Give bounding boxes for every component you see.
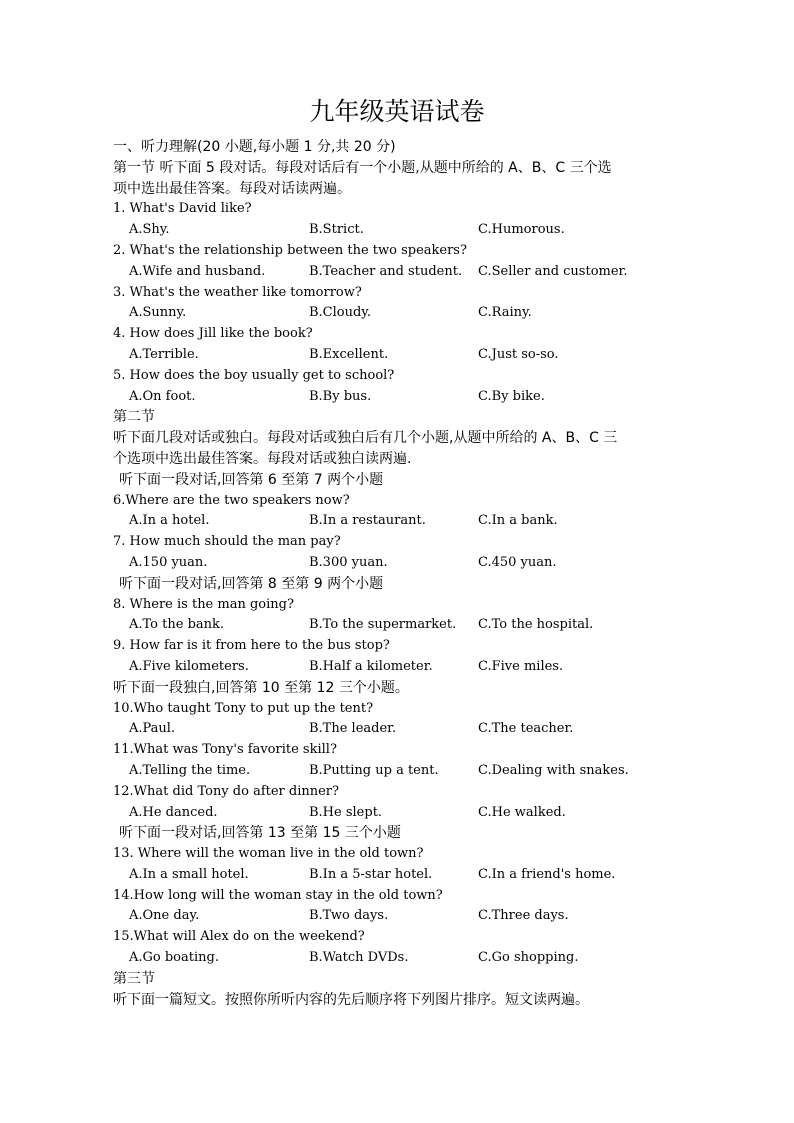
subsection-instruction: 听下面一段对话,回答第 13 至第 15 三个小题 — [119, 825, 401, 842]
option-b: B.To the supermarket. — [309, 617, 457, 633]
question-7: 7. How much should the man pay? — [113, 534, 341, 550]
option-a: A.To the bank. — [129, 617, 225, 633]
question-3: 3. What's the weather like tomorrow? — [113, 284, 362, 300]
option-c: C.Five miles. — [478, 658, 564, 674]
option-a: A.Five kilometers. — [129, 658, 249, 674]
question-11: 11.What was Tony's favorite skill? — [113, 742, 337, 758]
options-11 — [113, 761, 693, 782]
option-a: A.In a small hotel. — [129, 866, 249, 882]
option-a: A.Paul. — [129, 721, 176, 737]
option-b: B.Watch DVDs. — [309, 950, 409, 966]
option-a: A.He danced. — [129, 804, 218, 820]
option-a: A.Shy. — [129, 222, 170, 238]
option-c: C.In a bank. — [478, 513, 558, 529]
option-a: A.One day. — [129, 908, 200, 924]
option-c: C.Humorous. — [478, 222, 565, 238]
option-c: C.The teacher. — [478, 721, 574, 737]
page-title: 九年级英语试卷 — [309, 97, 485, 126]
subsection-instruction: 听下面一段对话,回答第 8 至第 9 两个小题 — [119, 575, 384, 592]
option-b: B.He slept. — [309, 804, 383, 820]
subsection-instruction: 听下面一段独白,回答第 10 至第 12 三个小题。 — [113, 679, 409, 696]
question-2: 2. What's the relationship between the two speakers? — [113, 242, 467, 258]
options-3 — [113, 303, 693, 324]
exam-content — [113, 137, 693, 1010]
option-c: C.He walked. — [478, 804, 566, 820]
options-6 — [113, 511, 693, 532]
options-4 — [113, 345, 693, 366]
question-14: 14.How long will the woman stay in the old town? — [113, 887, 443, 903]
part2-instruction: 听下面几段对话或独白。每段对话或独白后有几个小题,从题中所给的 A、B、C 三 — [113, 430, 618, 447]
question-4: 4. How does Jill like the book? — [113, 326, 313, 342]
option-b: B.Cloudy. — [309, 305, 372, 321]
option-c: C.Just so-so. — [478, 346, 559, 362]
option-b: B.In a restaurant. — [309, 513, 426, 529]
option-b: B.By bus. — [309, 388, 372, 404]
subsection-instruction: 听下面一段对话,回答第 6 至第 7 两个小题 — [119, 471, 384, 488]
question-8: 8. Where is the man going? — [113, 596, 294, 612]
part2-instruction-cont: 个选项中选出最佳答案。每段对话或独白读两遍. — [113, 450, 412, 467]
question-13: 13. Where will the woman live in the old town? — [113, 846, 424, 862]
option-b: B.Two days. — [309, 908, 389, 924]
option-a: A.In a hotel. — [129, 513, 210, 529]
option-c: C.To the hospital. — [478, 617, 594, 633]
option-c: C.In a friend's home. — [478, 866, 616, 882]
option-a: A.Sunny. — [129, 305, 187, 321]
section-heading: 一、听力理解(20 小题,每小题 1 分,共 20 分) — [113, 139, 396, 155]
question-15: 15.What will Alex do on the weekend? — [113, 929, 365, 945]
option-b: B.Half a kilometer. — [309, 658, 433, 674]
option-b: B.Teacher and student. — [309, 263, 463, 279]
option-a: A.150 yuan. — [129, 554, 208, 570]
part1-instruction-cont: 项中选出最佳答案。每段对话读两遍。 — [113, 180, 351, 197]
option-c: C.Seller and customer. — [478, 263, 628, 279]
option-a: A.Terrible. — [129, 346, 199, 362]
options-2 — [113, 262, 693, 283]
options-12 — [113, 803, 693, 824]
option-a: A.Telling the time. — [129, 762, 251, 778]
option-b: B.Strict. — [309, 222, 364, 238]
part1-instruction: 第一节 听下面 5 段对话。每段对话后有一个小题,从题中所给的 A、B、C 三个选 — [113, 159, 612, 176]
option-b: B.300 yuan. — [309, 554, 388, 570]
part3-heading: 第三节 — [113, 970, 155, 987]
option-c: C.Go shopping. — [478, 950, 579, 966]
option-c: C.Dealing with snakes. — [478, 762, 629, 778]
options-13 — [113, 865, 693, 886]
option-a: A.Wife and husband. — [129, 263, 266, 279]
option-c: C.Three days. — [478, 908, 569, 924]
question-9: 9. How far is it from here to the bus stop? — [113, 638, 390, 654]
option-a: A.On foot. — [129, 388, 196, 404]
option-b: B.Excellent. — [309, 346, 389, 362]
options-9 — [113, 657, 693, 678]
options-7 — [113, 553, 693, 574]
options-8 — [113, 615, 693, 636]
option-c: C.Rainy. — [478, 305, 532, 321]
question-12: 12.What did Tony do after dinner? — [113, 783, 339, 799]
options-15 — [113, 948, 693, 969]
option-c: C.450 yuan. — [478, 554, 557, 570]
option-a: A.Go boating. — [129, 950, 219, 966]
options-10 — [113, 719, 693, 740]
question-10: 10.Who taught Tony to put up the tent? — [113, 700, 374, 716]
options-14 — [113, 906, 693, 927]
option-b: B.Putting up a tent. — [309, 762, 439, 778]
options-1 — [113, 220, 693, 241]
part3-instruction: 听下面一篇短文。按照你所听内容的先后顺序将下列图片排序。短文读两遍。 — [113, 991, 589, 1008]
options-5 — [113, 387, 693, 408]
question-1: 1. What's David like? — [113, 201, 252, 217]
option-c: C.By bike. — [478, 388, 545, 404]
option-b: B.In a 5-star hotel. — [309, 866, 433, 882]
question-6: 6.Where are the two speakers now? — [113, 492, 350, 508]
question-5: 5. How does the boy usually get to school? — [113, 367, 395, 383]
part2-heading: 第二节 — [113, 409, 155, 426]
option-b: B.The leader. — [309, 721, 397, 737]
